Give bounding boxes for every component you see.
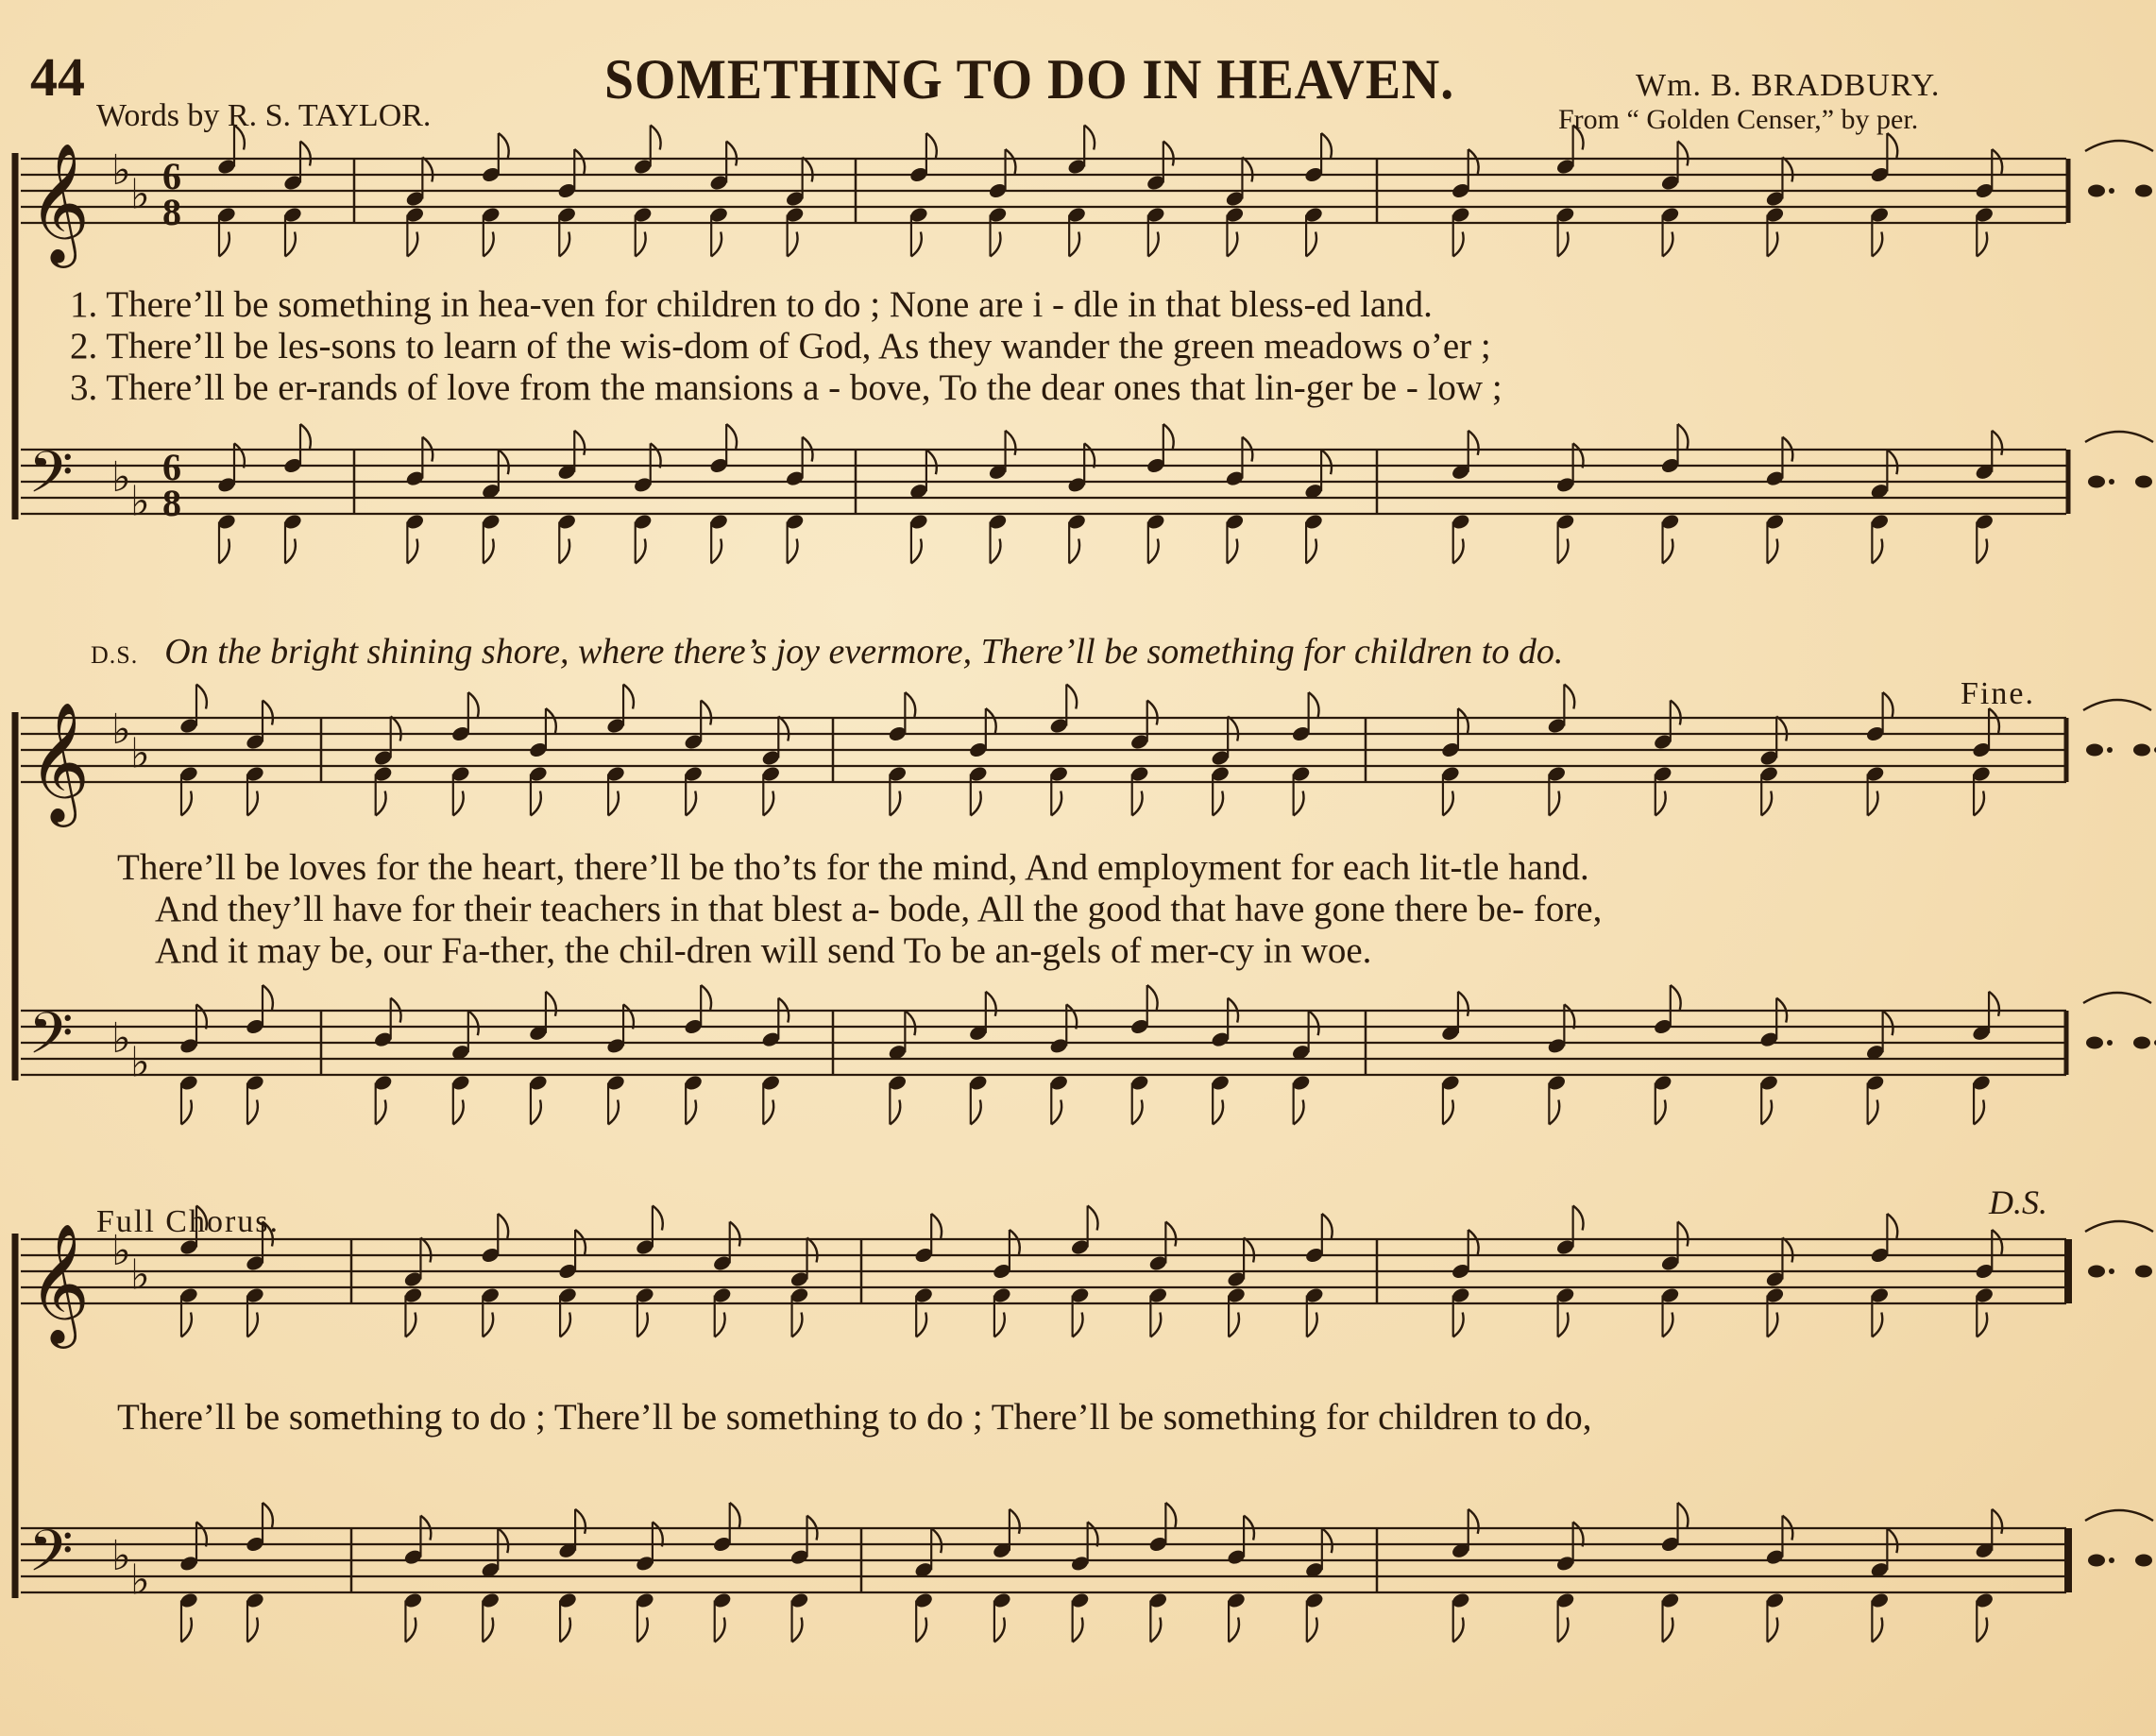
note-head bbox=[2088, 1266, 2105, 1278]
treble-clef-icon: 𝄞 bbox=[28, 1222, 91, 1343]
flat-icon: ♭ bbox=[111, 1532, 131, 1581]
note-head bbox=[2135, 1555, 2152, 1567]
flat-icon: ♭ bbox=[130, 1038, 150, 1087]
flat-icon: ♭ bbox=[111, 1014, 131, 1064]
fermata-icon bbox=[2083, 700, 2151, 710]
time-signature-bottom: 8 bbox=[162, 191, 181, 233]
flat-icon: ♭ bbox=[130, 729, 150, 778]
treble-clef-icon: 𝄞 bbox=[28, 142, 91, 263]
bass-clef-icon: 𝄢 bbox=[28, 1518, 74, 1599]
flat-icon: ♭ bbox=[111, 146, 131, 196]
flat-icon: ♭ bbox=[130, 170, 150, 219]
time-signature-bottom: 8 bbox=[162, 482, 181, 524]
time-signature-top: 6 bbox=[162, 155, 181, 197]
fermata-icon bbox=[2085, 432, 2153, 442]
composer-credit: Wm. B. BRADBURY. bbox=[1636, 68, 1941, 103]
system1-verse-3: 3. There’ll be er-rands of love from the mansions a - bove, To the dear ones that lin-ger be - low ; bbox=[70, 367, 1502, 408]
note-head bbox=[2086, 744, 2103, 757]
page-title: SOMETHING TO DO IN HEAVEN. bbox=[604, 48, 1455, 111]
lyricist-credit: Words by R. S. TAYLOR. bbox=[96, 98, 432, 133]
system3-verse-1: There’ll be something to do ; There’ll be something to do ; There’ll be something for children to do, bbox=[117, 1397, 1592, 1438]
system2-verse-1: There’ll be loves for the heart, there’ll be tho’ts for the mind, And employment for each lit-tle hand. bbox=[117, 847, 1589, 888]
flat-icon: ♭ bbox=[111, 1227, 131, 1276]
time-signature-top: 6 bbox=[162, 446, 181, 488]
fermata-icon bbox=[2085, 141, 2153, 151]
bass-clef-icon: 𝄢 bbox=[28, 439, 74, 520]
note-head bbox=[2086, 1037, 2103, 1049]
treble-clef-icon: 𝄞 bbox=[28, 701, 91, 822]
note-head bbox=[2135, 185, 2152, 197]
fermata-icon bbox=[2085, 1510, 2153, 1521]
system2-verse-3: And it may be, our Fa-ther, the chil-dren will send To be an-gels of mer-cy in woe. bbox=[155, 930, 1372, 971]
note-head bbox=[2133, 1037, 2150, 1049]
source-credit: From “ Golden Censer,” by per. bbox=[1558, 104, 1919, 135]
flat-icon: ♭ bbox=[130, 1556, 150, 1605]
flat-icon: ♭ bbox=[130, 1251, 150, 1300]
flat-icon: ♭ bbox=[111, 453, 131, 502]
page-number: 44 bbox=[30, 46, 85, 108]
note-head bbox=[2135, 476, 2152, 488]
fermata-icon bbox=[2085, 1221, 2153, 1232]
note-head bbox=[2135, 1266, 2152, 1278]
full-chorus-label: Full Chorus. bbox=[96, 1204, 280, 1239]
note-head bbox=[2088, 185, 2105, 197]
fine-label: Fine. bbox=[1961, 676, 2035, 711]
ds-mark: D.S. bbox=[91, 641, 139, 669]
system1-verse-1: 1. There’ll be something in hea-ven for children to do ; None are i - dle in that bless-ed land. bbox=[70, 284, 1433, 325]
flat-icon: ♭ bbox=[130, 477, 150, 526]
fermata-icon bbox=[2083, 993, 2151, 1003]
system1-verse-2: 2. There’ll be les-sons to learn of the wis-dom of God, As they wander the green meadows o’er ; bbox=[70, 326, 1491, 366]
ds-refrain-text: On the bright shining shore, where there’s joy evermore, There’ll be something for children to do. bbox=[164, 632, 1564, 672]
ds-refrain-line bbox=[91, 631, 1563, 672]
ds-end-label: D.S. bbox=[1989, 1183, 2047, 1221]
note-head bbox=[2088, 1555, 2105, 1567]
note-head bbox=[2133, 744, 2150, 757]
flat-icon: ♭ bbox=[111, 706, 131, 755]
bass-clef-icon: 𝄢 bbox=[28, 1000, 74, 1081]
note-head bbox=[2088, 476, 2105, 488]
system2-verse-2: And they’ll have for their teachers in that blest a- bode, All the good that have gone there be- fore, bbox=[155, 889, 1603, 929]
